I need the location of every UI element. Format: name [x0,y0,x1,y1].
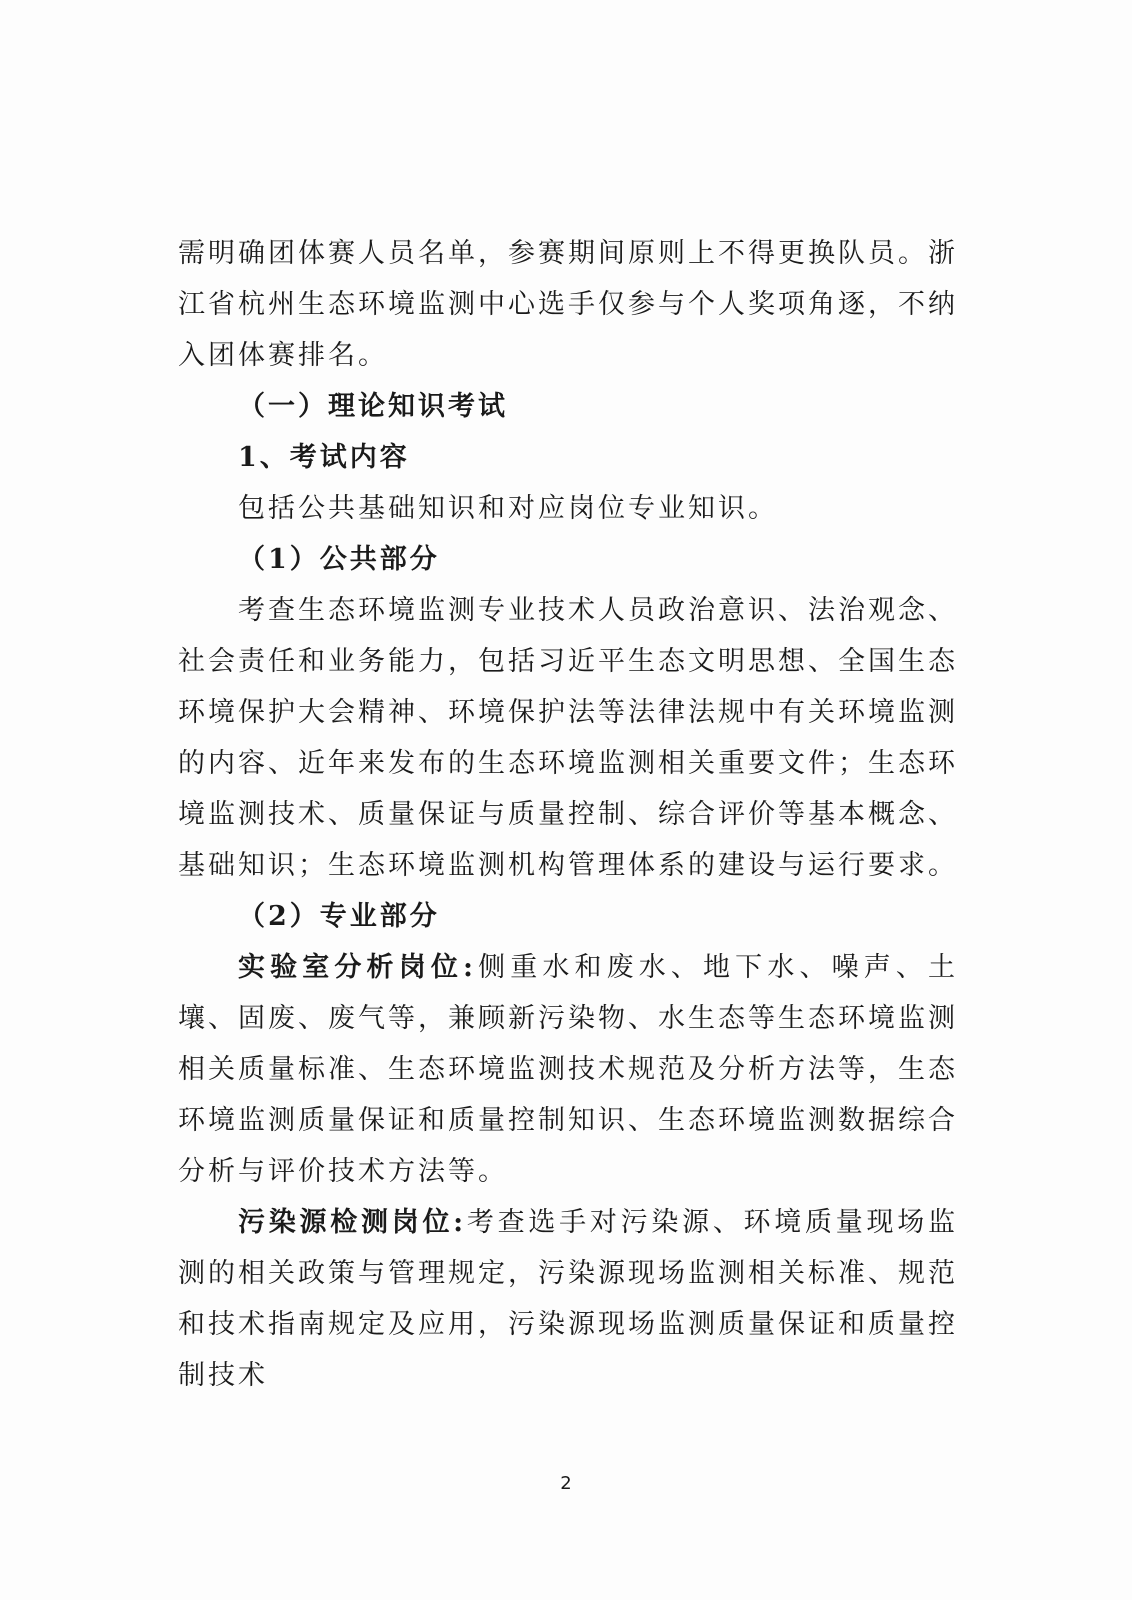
heading-public-part: （1）公共部分 [238,544,440,575]
paragraph-lab-analysis [178,942,958,1197]
page-number: 2 [560,1473,572,1494]
document-body [178,228,958,1401]
paragraph-pollution-source [178,1197,958,1401]
text-pollution-source: 考查选手对污染源、环境质量现场监测的相关政策与管理规定，污染源现场监测相关标准、规范和技术指南规定及应用，污染源现场监测质量保证和质量控制技术 [178,1207,959,1391]
lead-lab-analysis: 实验室分析岗位: [238,952,476,983]
lead-pollution-source: 污染源检测岗位: [238,1207,467,1238]
heading-theory-exam: （一）理论知识考试 [238,391,508,422]
paragraph-exam-scope: 包括公共基础知识和对应岗位专业知识。 [238,493,778,524]
paragraph-team-roster: 需明确团体赛人员名单，参赛期间原则上不得更换队员。浙江省杭州生态环境监测中心选手仅参与个人奖项角逐，不纳入团体赛排名。 [178,238,958,371]
text-lab-analysis: 侧重水和废水、地下水、噪声、土壤、固废、废气等，兼顾新污染物、水生态等生态环境监测相关质量标准、生态环境监测技术规范及分析方法等，生态环境监测质量保证和质量控制知识、生态环境监测数据综合分析与评价技术方法等。 [178,952,959,1187]
heading-professional-part: （2）专业部分 [238,901,440,932]
heading-exam-content: 1、考试内容 [238,442,410,473]
paragraph-public-part: 考查生态环境监测专业技术人员政治意识、法治观念、社会责任和业务能力，包括习近平生态文明思想、全国生态环境保护大会精神、环境保护法等法律法规中有关环境监测的内容、近年来发布的生态环境监测相关重要文件；生态环境监测技术、质量保证与质量控制、综合评价等基本概念、基础知识；生态环境监测机构管理体系的建设与运行要求。 [178,595,958,881]
